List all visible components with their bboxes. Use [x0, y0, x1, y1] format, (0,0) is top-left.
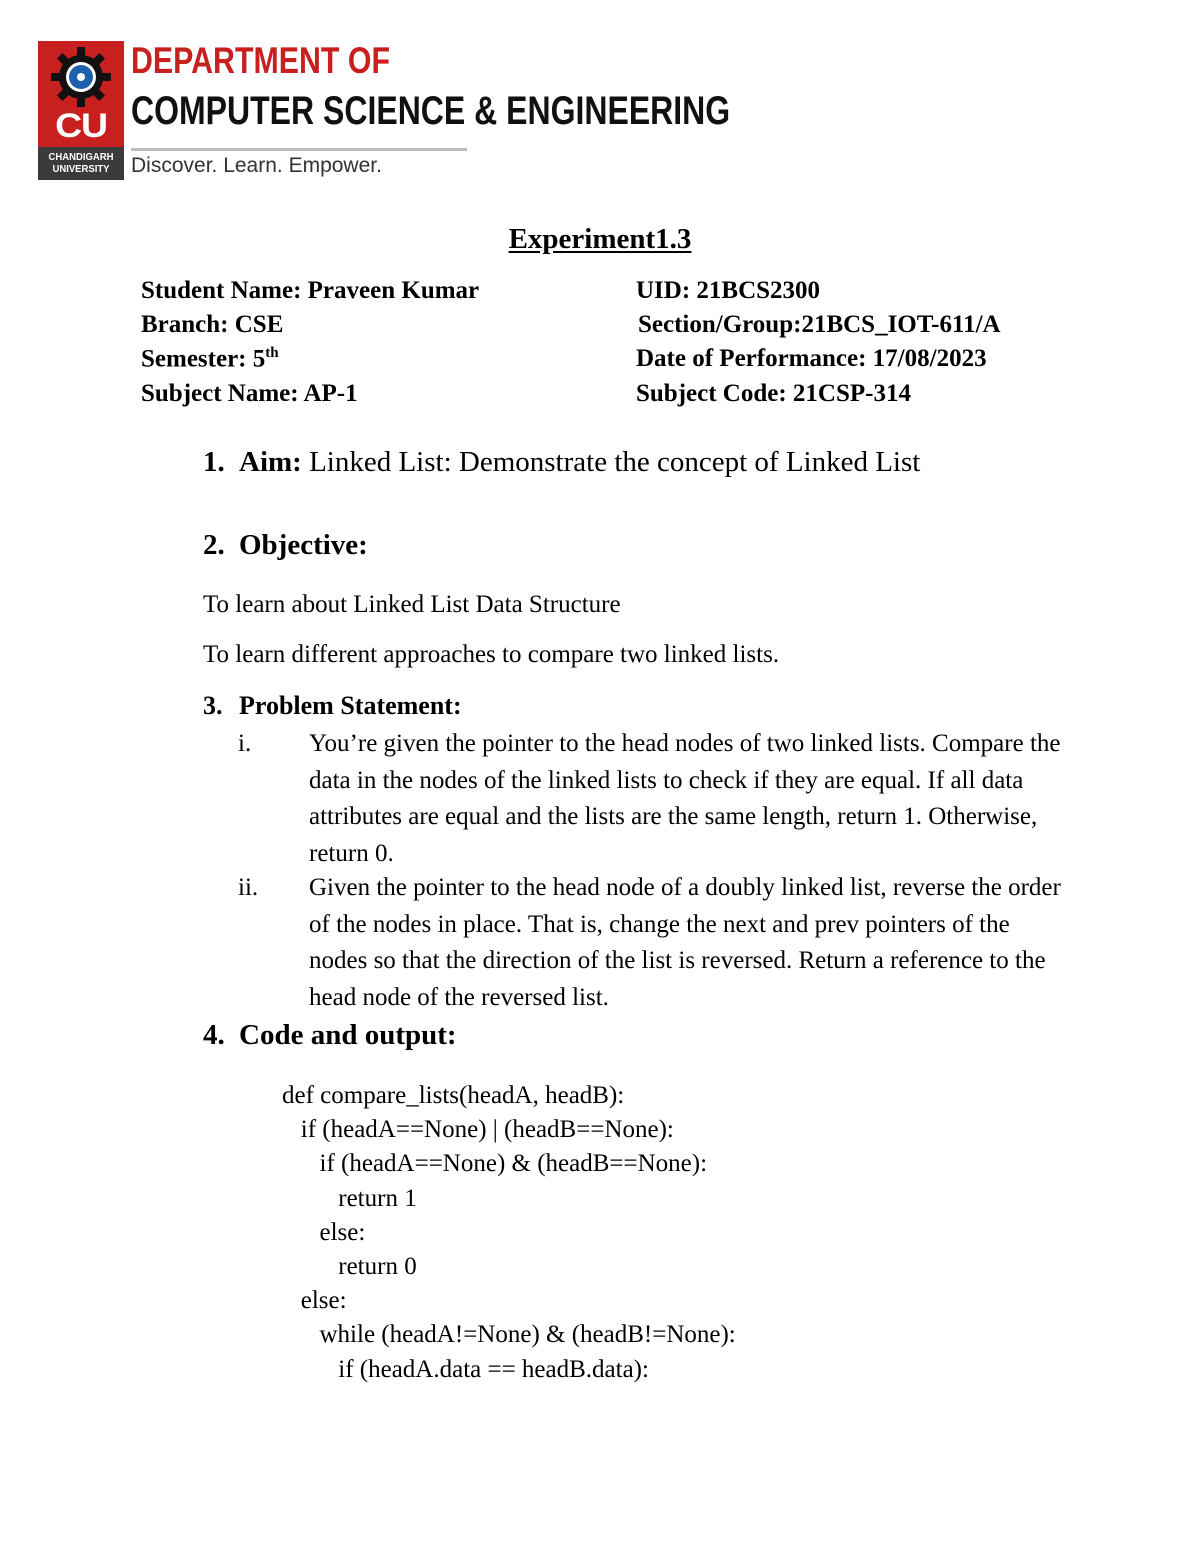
logo-mark: CU: [55, 107, 107, 145]
objective-section: [203, 531, 368, 560]
department-subheading: COMPUTER SCIENCE & ENGINEERING: [131, 89, 731, 133]
problem-item-1-marker: i.: [238, 730, 252, 757]
code-number: 4.: [203, 1019, 225, 1051]
university-logo: [38, 41, 124, 180]
code-line: return 1: [282, 1184, 417, 1212]
header-divider: [131, 148, 467, 151]
code-section: [203, 1021, 457, 1050]
date-of-performance: Date of Performance: 17/08/2023: [636, 345, 987, 372]
objective-label: Objective:: [239, 529, 368, 561]
logo-university-line2: UNIVERSITY: [52, 164, 110, 175]
code-line: while (headA!=None) & (headB!=None):: [282, 1321, 736, 1349]
semester: [141, 346, 279, 371]
problem-item-2-marker: ii.: [238, 874, 259, 901]
problem-label: Problem Statement:: [239, 691, 462, 720]
department-heading: DEPARTMENT OF: [131, 40, 391, 81]
problem-section: [203, 693, 462, 719]
aim-section: [203, 448, 920, 477]
logo-university-line1: CHANDIGARH: [48, 152, 114, 163]
aim-text: Linked List: Demonstrate the concept of Linked List: [309, 446, 921, 478]
aim-label: Aim:: [239, 446, 302, 478]
code-line: if (headA==None) | (headB==None):: [282, 1116, 674, 1144]
section-group: Section/Group:21BCS_IOT-611/A: [638, 311, 1001, 338]
code-block: [282, 1079, 736, 1387]
experiment-title: Experiment1.3: [508, 223, 692, 255]
code-line: else:: [282, 1218, 366, 1246]
objective-line-1: To learn about Linked List Data Structure: [203, 591, 621, 618]
code-line: def compare_lists(headA, headB):: [282, 1082, 625, 1109]
student-name: Student Name: Praveen Kumar: [141, 277, 480, 304]
problem-item-2: [238, 870, 1078, 1016]
code-line: if (headA.data == headB.data):: [282, 1355, 649, 1383]
code-label: Code and output:: [239, 1019, 457, 1051]
objective-number: 2.: [203, 529, 225, 561]
uid: UID: 21BCS2300: [636, 277, 821, 304]
objective-line-2: To learn different approaches to compare two linked lists.: [203, 641, 780, 668]
subject-code: Subject Code: 21CSP-314: [636, 380, 911, 407]
semester-text: Semester: 5: [141, 345, 266, 373]
problem-item-1-text: You’re given the pointer to the head nodes of two linked lists. Compare the data in the nodes of the linked lists to check if they are equal. If all data attributes are equal and the lists are the same length, return 1. Otherwise, return 0.: [309, 730, 1061, 867]
problem-number: 3.: [203, 691, 223, 720]
branch: Branch: CSE: [141, 311, 284, 338]
subject-name: Subject Name: AP-1: [141, 380, 358, 407]
gear-emblem-icon: [38, 41, 124, 111]
tagline: Discover. Learn. Empower.: [131, 154, 382, 177]
semester-suffix: th: [265, 345, 279, 361]
aim-number: 1.: [203, 446, 225, 478]
code-line: if (headA==None) & (headB==None):: [282, 1150, 708, 1178]
code-line: else:: [282, 1287, 347, 1315]
code-line: return 0: [282, 1252, 417, 1280]
problem-item-2-text: Given the pointer to the head node of a doubly linked list, reverse the order of the nodes in place. That is, change the next and prev pointers of the nodes so that the direction of the list is reversed. Return a reference to the head node of the reversed list.: [309, 874, 1061, 1011]
problem-item-1: [238, 726, 1078, 872]
